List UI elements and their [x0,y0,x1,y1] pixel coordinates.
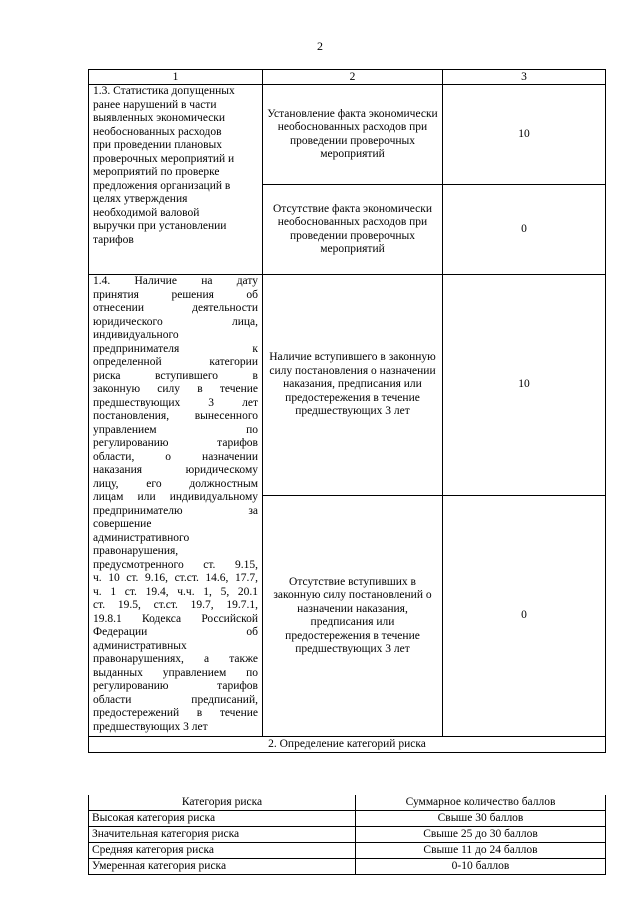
condition-1-4-a: Наличие вступившего в законную силу постановления о назначении наказания, предписания или предостережения в течение предшествующих 3 лет [263,275,443,496]
criterion-1-4-line: выданных управлением по [93,666,258,679]
score-1-3-b: 0 [443,185,606,275]
table-row [89,827,606,843]
criterion-1-4-line: постановления, вынесенного [93,410,258,422]
criterion-1-3-line: тарифов [93,233,134,246]
criterion-1-4-line: области предписаний, [93,693,258,706]
criterion-1-4-line: наказания юридическому [93,464,258,476]
category-name: Средняя категория риска [89,843,356,859]
criterion-1-4-line: регулированию тарифов [93,437,258,449]
criterion-1-4-line: определенной категории [93,356,258,368]
criterion-1-4-line: административных [93,639,187,652]
criterion-1-4-line: Федерации об [93,626,258,638]
criterion-1-4-line: управлением по [93,423,258,436]
criterion-1-4-line: ст. 19.5, ст.ст. 19.7, 19.7.1, [93,599,258,611]
criterion-1-3-line: выручки при установлении [93,220,227,232]
criterion-1-4-line: предостережений в течение [93,707,258,719]
column-header-1: 1 [89,70,263,85]
score-1-4-b: 0 [443,496,606,737]
total-score-header: Суммарное количество баллов [356,795,606,811]
column-header-3: 3 [443,70,606,85]
criterion-1-3-line: мероприятий по проверке [93,166,220,178]
categories-header-row [89,795,606,811]
category-name: Значительная категория риска [89,827,356,843]
section-2-title: 2. Определение категорий риска [89,737,606,753]
condition-1-3-a: Установление факта экономически необоснованных расходов при проведении проверочных мероприятий [263,85,443,185]
criterion-1-4-line: предпринимателю за [93,504,258,517]
table-row [89,275,606,496]
criterion-1-4-line: принятия решения об [93,288,258,301]
criterion-1-4-line: правонарушения, [93,545,179,557]
criterion-1-3-line: 1.3. Статистика допущенных [93,85,235,97]
criterion-1-4 [89,275,263,737]
criterion-1-3-line: необходимой валовой [93,206,200,219]
criterion-1-4-line: совершение [93,518,152,530]
category-score: Свыше 11 до 24 баллов [356,843,606,859]
criterion-1-4-line: области, о назначении [93,450,258,463]
table-row [89,811,606,827]
criterion-1-4-line: административного [93,531,190,544]
criterion-1-3 [89,85,263,275]
table-row [89,843,606,859]
condition-1-3-b: Отсутствие факта экономически необоснованных расходов при проведении проверочных мероприятий [263,185,443,275]
criterion-1-3-line: выявленных экономически [93,112,226,124]
table-row [89,85,606,185]
criterion-1-4-line: предшествующих 3 лет [93,720,208,733]
criterion-1-4-line: предшествующих 3 лет [93,396,258,409]
criterion-1-4-line: 1.4. Наличие на дату [93,275,258,287]
criterion-1-4-line: лицу, его должностным [93,477,258,490]
condition-1-4-b: Отсутствие вступивших в законную силу постановлений о назначении наказания, предписания или предостережения в течение предшествующих 3 лет [263,496,443,737]
criterion-1-4-line: регулированию тарифов [93,680,258,692]
criterion-1-3-line: необоснованных расходов [93,125,222,138]
criterion-1-4-line: индивидуального [93,329,179,341]
risk-categories-table [88,795,606,875]
category-name: Умеренная категория риска [89,859,356,875]
criterion-1-3-line: предложения организаций в [93,179,231,192]
criterion-1-4-line: отнесении деятельности [93,302,258,314]
criterion-1-4-line: ч. 10 ст. 9.16, ст.ст. 14.6, 17.7, [93,572,258,584]
table-row [89,859,606,875]
criterion-1-4-line: лицам или индивидуальному [93,491,258,503]
category-name: Высокая категория риска [89,811,356,827]
section-2-row [89,737,606,753]
table-header-row [89,70,606,85]
criterion-1-4-line: юридического лица, [93,315,258,328]
criterion-1-4-line: законную силу в течение [93,383,258,395]
criterion-1-4-line: риска вступившего в [93,369,258,382]
category-header: Категория риска [89,795,356,811]
page-number: 2 [317,39,323,53]
criterion-1-3-line: проверочных мероприятий и [93,152,235,165]
column-header-2: 2 [263,70,443,85]
criterion-1-4-line: предпринимателя к [93,342,258,355]
category-score: 0-10 баллов [356,859,606,875]
criterion-1-4-line: правонарушениях, а также [93,653,258,665]
score-1-4-a: 10 [443,275,606,496]
criterion-1-3-line: при проведении плановых [93,139,223,151]
criterion-1-3-line: целях утверждения [93,193,188,205]
criterion-1-4-line: ч. 1 ст. 19.4, ч.ч. 1, 5, 20.1 [93,585,258,598]
score-1-3-a: 10 [443,85,606,185]
category-score: Свыше 25 до 30 баллов [356,827,606,843]
risk-criteria-table [88,69,606,753]
criterion-1-3-line: ранее нарушений в части [93,98,217,111]
category-score: Свыше 30 баллов [356,811,606,827]
criterion-1-4-line: 19.8.1 Кодекса Российской [93,612,258,625]
criterion-1-4-line: предусмотренного ст. 9.15, [93,558,258,571]
